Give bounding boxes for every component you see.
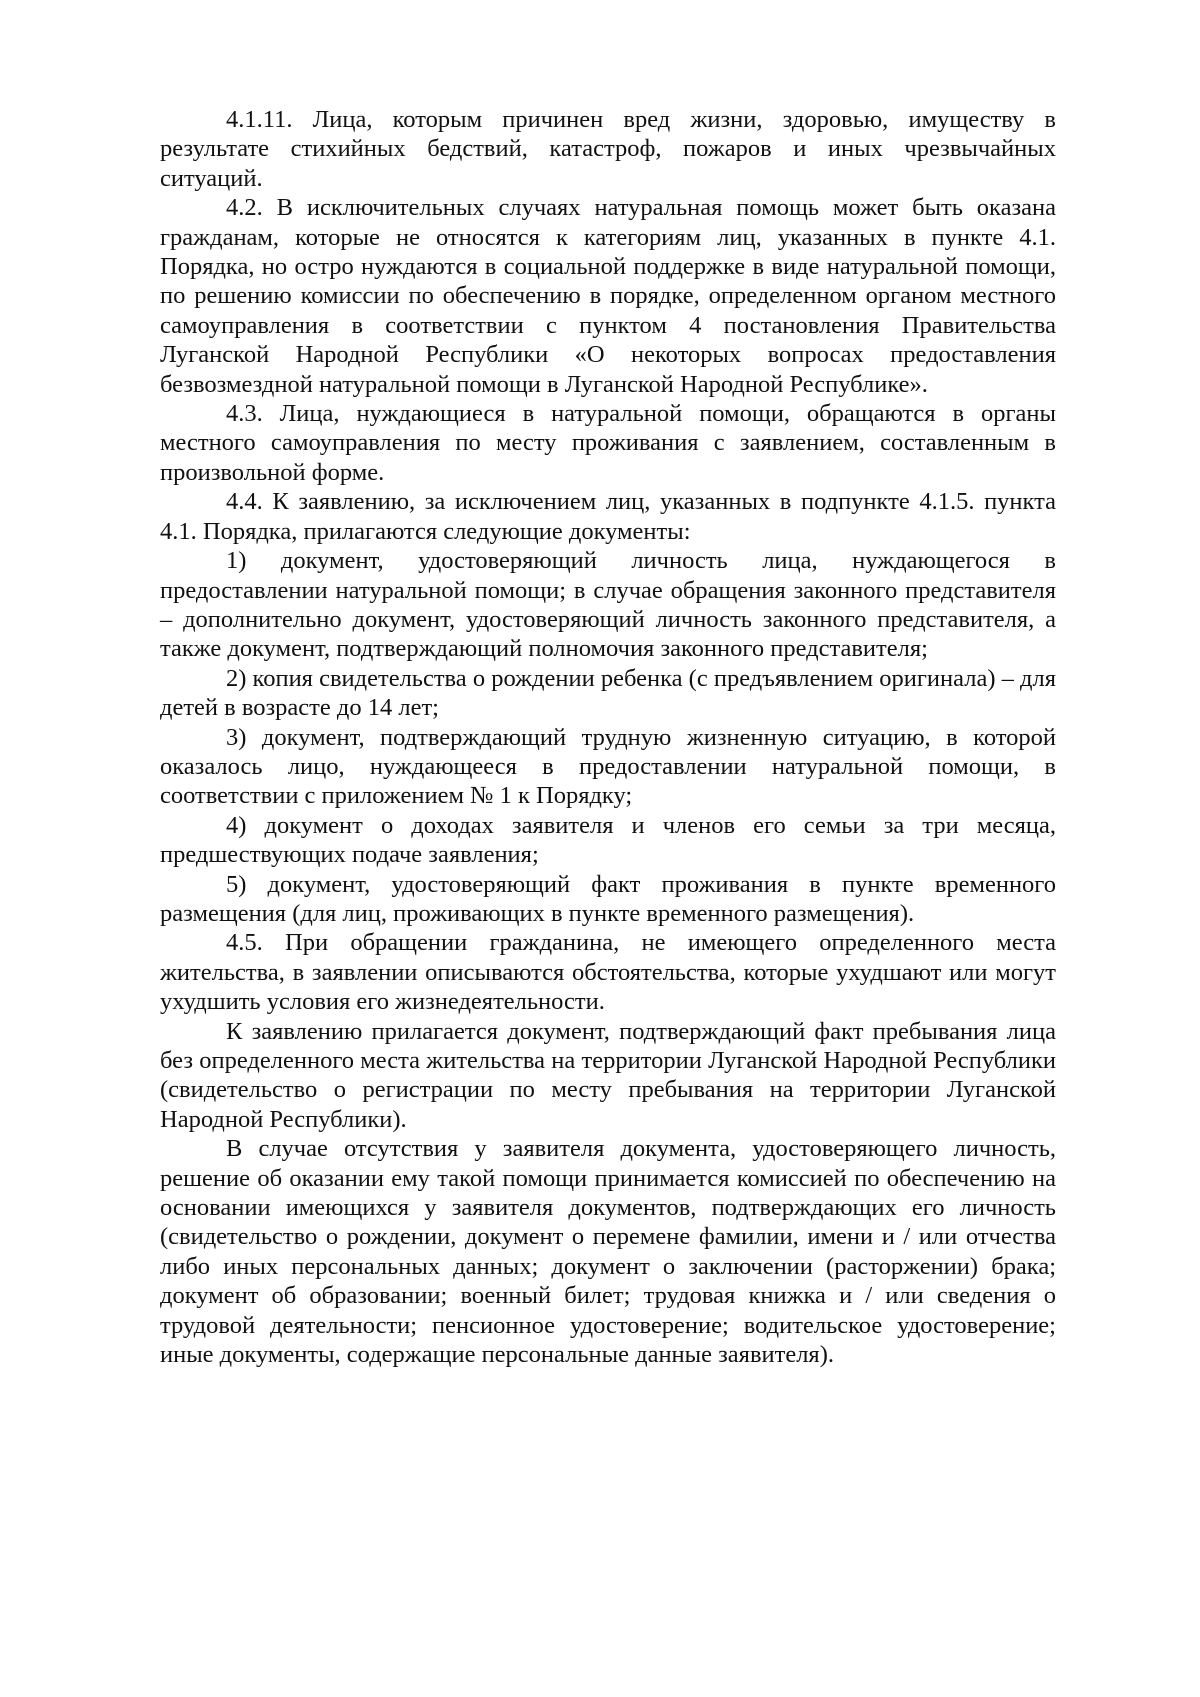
paragraph-4-1-11: 4.1.11. Лица, которым причинен вред жизни, здоровью, имуществу в результате стихийных бедствий, катастроф, пожаров и иных чрезвычайных ситуаций.: [160, 106, 1056, 192]
paragraph-4-4: 4.4. К заявлению, за исключением лиц, указанных в подпункте 4.1.5. пункта 4.1. Порядка, прилагаются следующие документы:: [160, 488, 1056, 545]
paragraph-4-5: 4.5. При обращении гражданина, не имеющего определенного места жительства, в заявлении описываются обстоятельства, которые ухудшают или могут ухудшить условия его жизнедеятельности.: [160, 929, 1056, 1016]
document-body: [160, 105, 1056, 1369]
list-item-4: 4) документ о доходах заявителя и членов его семьи за три месяца, предшествующих подаче заявления;: [160, 811, 1056, 869]
paragraph-4-3: 4.3. Лица, нуждающиеся в натуральной помощи, обращаются в органы местного самоуправления по месту проживания с заявлением, составленным в произвольной форме.: [160, 400, 1056, 486]
paragraph-4-2: 4.2. В исключительных случаях натуральная помощь может быть оказана гражданам, которые не относятся к категориям лиц, указанных в пункте 4.1. Порядка, но остро нуждаются в социальной поддержке в виде натуральной помощи, по решению комиссии по обеспечению в порядке, определенном органом местного самоуправления в соответствии с пунктом 4 постановления Правительства Луганской Народной Республики «О некоторых вопросах предоставления безвозмездной натуральной помощи в Луганской Народной Республике».: [160, 194, 1056, 398]
list-item-2: 2) копия свидетельства о рождении ребенка (с предъявлением оригинала) – для детей в возрасте до 14 лет;: [160, 664, 1056, 722]
list-item-1: 1) документ, удостоверяющий личность лица, нуждающегося в предоставлении натуральной помощи; в случае обращения законного представителя – дополнительно документ, удостоверяющий личность законного представителя, а также документ, подтверждающий полномочия законного представителя;: [160, 547, 1056, 663]
list-item-5: 5) документ, удостоверяющий факт проживания в пункте временного размещения (для лиц, проживающих в пункте временного размещения).: [160, 870, 1056, 927]
paragraph-no-id-document: В случае отсутствия у заявителя документа, удостоверяющего личность, решение об оказании ему такой помощи принимается комиссией по обеспечению на основании имеющихся у заявителя документов, подтверждающих его личность (свидетельство о рождении, документ о перемене фамилии, имени и / или отчества либо иных персональных данных; документ о заключении (расторжении) брака; документ об образовании; военный билет; трудовая книжка и / или сведения о трудовой деятельности; пенсионное удостоверение; водительское удостоверение; иные документы, содержащие персональные данные заявителя).: [160, 1135, 1056, 1369]
list-item-3: 3) документ, подтверждающий трудную жизненную ситуацию, в которой оказалось лицо, нуждающееся в предоставлении натуральной помощи, в соответствии с приложением № 1 к Порядку;: [160, 723, 1056, 810]
paragraph-attachment: К заявлению прилагается документ, подтверждающий факт пребывания лица без определенного места жительства на территории Луганской Народной Республики (свидетельство о регистрации по месту пребывания на территории Луганской Народной Республики).: [160, 1017, 1056, 1133]
